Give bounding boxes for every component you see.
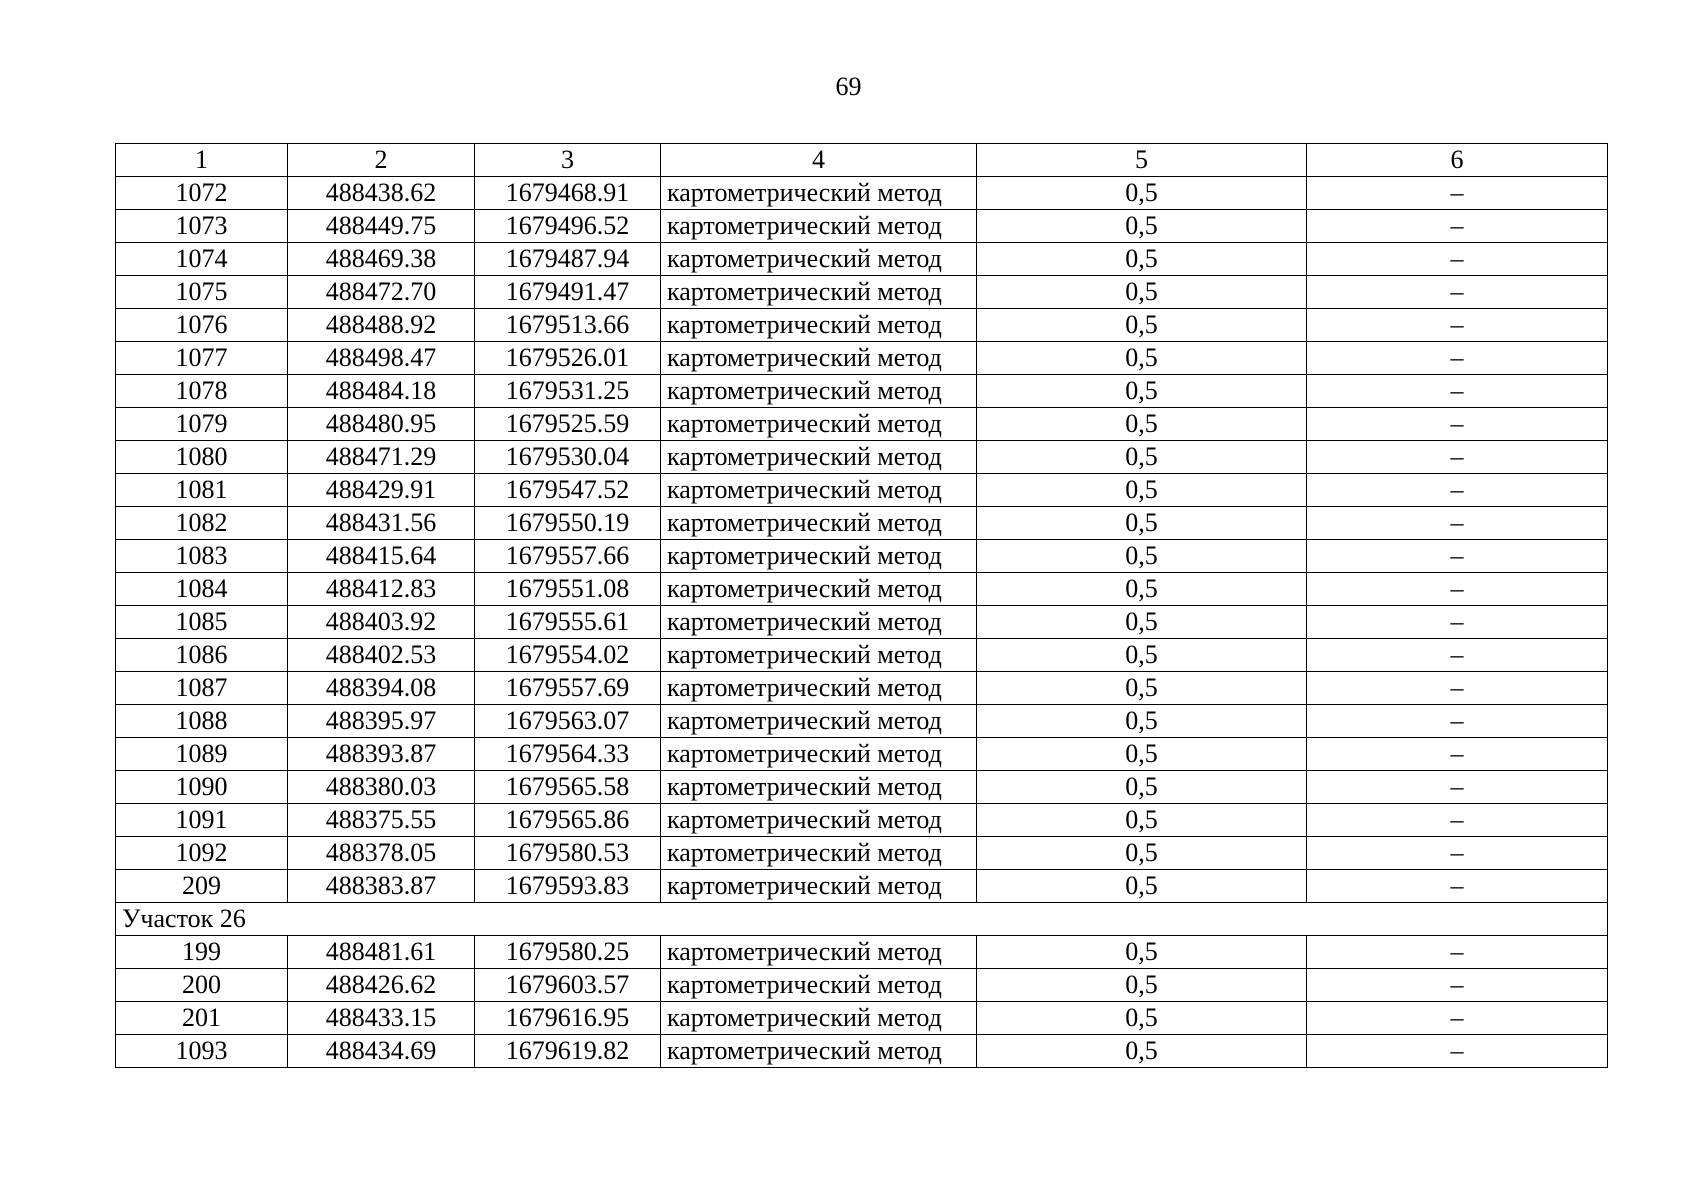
table-row xyxy=(116,837,1608,870)
method-cell: картометрический метод xyxy=(661,243,977,276)
accuracy-cell: 0,5 xyxy=(977,210,1307,243)
x-coordinate-cell: 488415.64 xyxy=(288,540,475,573)
x-coordinate-cell: 488488.92 xyxy=(288,309,475,342)
note-cell: – xyxy=(1307,870,1608,903)
accuracy-cell: 0,5 xyxy=(977,1002,1307,1035)
accuracy-cell: 0,5 xyxy=(977,375,1307,408)
x-coordinate-cell: 488449.75 xyxy=(288,210,475,243)
note-cell: – xyxy=(1307,969,1608,1002)
note-cell: – xyxy=(1307,705,1608,738)
x-coordinate-cell: 488395.97 xyxy=(288,705,475,738)
header-cell: 4 xyxy=(661,144,977,177)
note-cell: – xyxy=(1307,804,1608,837)
note-cell: – xyxy=(1307,177,1608,210)
table-row xyxy=(116,573,1608,606)
point-number-cell: 1079 xyxy=(116,408,288,441)
y-coordinate-cell: 1679580.25 xyxy=(475,936,661,969)
table-row xyxy=(116,639,1608,672)
x-coordinate-cell: 488480.95 xyxy=(288,408,475,441)
table-row xyxy=(116,672,1608,705)
y-coordinate-cell: 1679565.58 xyxy=(475,771,661,804)
table-row xyxy=(116,177,1608,210)
point-number-cell: 1092 xyxy=(116,837,288,870)
note-cell: – xyxy=(1307,276,1608,309)
y-coordinate-cell: 1679557.69 xyxy=(475,672,661,705)
y-coordinate-cell: 1679593.83 xyxy=(475,870,661,903)
point-number-cell: 1072 xyxy=(116,177,288,210)
table-row xyxy=(116,276,1608,309)
table-row xyxy=(116,474,1608,507)
table-row xyxy=(116,606,1608,639)
table-row xyxy=(116,870,1608,903)
x-coordinate-cell: 488383.87 xyxy=(288,870,475,903)
accuracy-cell: 0,5 xyxy=(977,639,1307,672)
accuracy-cell: 0,5 xyxy=(977,771,1307,804)
note-cell: – xyxy=(1307,540,1608,573)
method-cell: картометрический метод xyxy=(661,540,977,573)
method-cell: картометрический метод xyxy=(661,771,977,804)
method-cell: картометрический метод xyxy=(661,705,977,738)
note-cell: – xyxy=(1307,606,1608,639)
y-coordinate-cell: 1679564.33 xyxy=(475,738,661,771)
method-cell: картометрический метод xyxy=(661,573,977,606)
point-number-cell: 1089 xyxy=(116,738,288,771)
x-coordinate-cell: 488375.55 xyxy=(288,804,475,837)
table-row xyxy=(116,441,1608,474)
x-coordinate-cell: 488403.92 xyxy=(288,606,475,639)
note-cell: – xyxy=(1307,243,1608,276)
method-cell: картометрический метод xyxy=(661,474,977,507)
accuracy-cell: 0,5 xyxy=(977,342,1307,375)
method-cell: картометрический метод xyxy=(661,408,977,441)
note-cell: – xyxy=(1307,408,1608,441)
x-coordinate-cell: 488378.05 xyxy=(288,837,475,870)
point-number-cell: 199 xyxy=(116,936,288,969)
note-cell: – xyxy=(1307,474,1608,507)
table-row xyxy=(116,540,1608,573)
accuracy-cell: 0,5 xyxy=(977,1035,1307,1068)
method-cell: картометрический метод xyxy=(661,507,977,540)
x-coordinate-cell: 488433.15 xyxy=(288,1002,475,1035)
note-cell: – xyxy=(1307,210,1608,243)
accuracy-cell: 0,5 xyxy=(977,870,1307,903)
point-number-cell: 1073 xyxy=(116,210,288,243)
accuracy-cell: 0,5 xyxy=(977,309,1307,342)
method-cell: картометрический метод xyxy=(661,1035,977,1068)
accuracy-cell: 0,5 xyxy=(977,573,1307,606)
method-cell: картометрический метод xyxy=(661,804,977,837)
y-coordinate-cell: 1679554.02 xyxy=(475,639,661,672)
y-coordinate-cell: 1679580.53 xyxy=(475,837,661,870)
accuracy-cell: 0,5 xyxy=(977,276,1307,309)
accuracy-cell: 0,5 xyxy=(977,243,1307,276)
y-coordinate-cell: 1679531.25 xyxy=(475,375,661,408)
y-coordinate-cell: 1679491.47 xyxy=(475,276,661,309)
point-number-cell: 1088 xyxy=(116,705,288,738)
note-cell: – xyxy=(1307,1035,1608,1068)
y-coordinate-cell: 1679468.91 xyxy=(475,177,661,210)
point-number-cell: 1084 xyxy=(116,573,288,606)
table-row xyxy=(116,210,1608,243)
section-label: Участок 26 xyxy=(116,903,1608,936)
header-cell: 1 xyxy=(116,144,288,177)
table-row xyxy=(116,705,1608,738)
method-cell: картометрический метод xyxy=(661,837,977,870)
accuracy-cell: 0,5 xyxy=(977,177,1307,210)
table-row xyxy=(116,1035,1608,1068)
page-number: 69 xyxy=(835,72,862,101)
x-coordinate-cell: 488471.29 xyxy=(288,441,475,474)
accuracy-cell: 0,5 xyxy=(977,672,1307,705)
accuracy-cell: 0,5 xyxy=(977,804,1307,837)
point-number-cell: 1074 xyxy=(116,243,288,276)
method-cell: картометрический метод xyxy=(661,309,977,342)
table-body xyxy=(116,144,1608,1068)
point-number-cell: 1087 xyxy=(116,672,288,705)
method-cell: картометрический метод xyxy=(661,870,977,903)
y-coordinate-cell: 1679616.95 xyxy=(475,1002,661,1035)
method-cell: картометрический метод xyxy=(661,276,977,309)
x-coordinate-cell: 488402.53 xyxy=(288,639,475,672)
point-number-cell: 1086 xyxy=(116,639,288,672)
table-row xyxy=(116,507,1608,540)
y-coordinate-cell: 1679526.01 xyxy=(475,342,661,375)
table-row xyxy=(116,243,1608,276)
y-coordinate-cell: 1679619.82 xyxy=(475,1035,661,1068)
section-row xyxy=(116,903,1608,936)
header-cell: 3 xyxy=(475,144,661,177)
y-coordinate-cell: 1679603.57 xyxy=(475,969,661,1002)
point-number-cell: 1078 xyxy=(116,375,288,408)
coordinates-table xyxy=(115,143,1608,1068)
method-cell: картометрический метод xyxy=(661,969,977,1002)
method-cell: картометрический метод xyxy=(661,177,977,210)
method-cell: картометрический метод xyxy=(661,738,977,771)
header-cell: 5 xyxy=(977,144,1307,177)
note-cell: – xyxy=(1307,309,1608,342)
note-cell: – xyxy=(1307,573,1608,606)
note-cell: – xyxy=(1307,639,1608,672)
method-cell: картометрический метод xyxy=(661,210,977,243)
accuracy-cell: 0,5 xyxy=(977,606,1307,639)
point-number-cell: 1082 xyxy=(116,507,288,540)
y-coordinate-cell: 1679557.66 xyxy=(475,540,661,573)
y-coordinate-cell: 1679565.86 xyxy=(475,804,661,837)
method-cell: картометрический метод xyxy=(661,936,977,969)
x-coordinate-cell: 488431.56 xyxy=(288,507,475,540)
accuracy-cell: 0,5 xyxy=(977,969,1307,1002)
method-cell: картометрический метод xyxy=(661,1002,977,1035)
note-cell: – xyxy=(1307,1002,1608,1035)
y-coordinate-cell: 1679496.52 xyxy=(475,210,661,243)
table-row xyxy=(116,771,1608,804)
note-cell: – xyxy=(1307,375,1608,408)
x-coordinate-cell: 488481.61 xyxy=(288,936,475,969)
point-number-cell: 1076 xyxy=(116,309,288,342)
note-cell: – xyxy=(1307,342,1608,375)
point-number-cell: 200 xyxy=(116,969,288,1002)
note-cell: – xyxy=(1307,507,1608,540)
y-coordinate-cell: 1679513.66 xyxy=(475,309,661,342)
y-coordinate-cell: 1679487.94 xyxy=(475,243,661,276)
table-header-row xyxy=(116,144,1608,177)
point-number-cell: 1077 xyxy=(116,342,288,375)
x-coordinate-cell: 488469.38 xyxy=(288,243,475,276)
note-cell: – xyxy=(1307,738,1608,771)
point-number-cell: 1083 xyxy=(116,540,288,573)
accuracy-cell: 0,5 xyxy=(977,408,1307,441)
x-coordinate-cell: 488426.62 xyxy=(288,969,475,1002)
table-row xyxy=(116,342,1608,375)
accuracy-cell: 0,5 xyxy=(977,474,1307,507)
method-cell: картометрический метод xyxy=(661,606,977,639)
x-coordinate-cell: 488393.87 xyxy=(288,738,475,771)
table-row xyxy=(116,1002,1608,1035)
note-cell: – xyxy=(1307,771,1608,804)
point-number-cell: 1091 xyxy=(116,804,288,837)
point-number-cell: 1075 xyxy=(116,276,288,309)
method-cell: картометрический метод xyxy=(661,375,977,408)
x-coordinate-cell: 488394.08 xyxy=(288,672,475,705)
note-cell: – xyxy=(1307,672,1608,705)
x-coordinate-cell: 488498.47 xyxy=(288,342,475,375)
y-coordinate-cell: 1679555.61 xyxy=(475,606,661,639)
method-cell: картометрический метод xyxy=(661,441,977,474)
point-number-cell: 1093 xyxy=(116,1035,288,1068)
y-coordinate-cell: 1679563.07 xyxy=(475,705,661,738)
table-row xyxy=(116,936,1608,969)
x-coordinate-cell: 488429.91 xyxy=(288,474,475,507)
header-cell: 2 xyxy=(288,144,475,177)
y-coordinate-cell: 1679530.04 xyxy=(475,441,661,474)
header-cell: 6 xyxy=(1307,144,1608,177)
accuracy-cell: 0,5 xyxy=(977,441,1307,474)
point-number-cell: 1090 xyxy=(116,771,288,804)
y-coordinate-cell: 1679550.19 xyxy=(475,507,661,540)
point-number-cell: 1081 xyxy=(116,474,288,507)
table-row xyxy=(116,738,1608,771)
accuracy-cell: 0,5 xyxy=(977,705,1307,738)
x-coordinate-cell: 488412.83 xyxy=(288,573,475,606)
method-cell: картометрический метод xyxy=(661,342,977,375)
x-coordinate-cell: 488438.62 xyxy=(288,177,475,210)
point-number-cell: 209 xyxy=(116,870,288,903)
note-cell: – xyxy=(1307,936,1608,969)
accuracy-cell: 0,5 xyxy=(977,936,1307,969)
accuracy-cell: 0,5 xyxy=(977,540,1307,573)
y-coordinate-cell: 1679547.52 xyxy=(475,474,661,507)
accuracy-cell: 0,5 xyxy=(977,738,1307,771)
table-row xyxy=(116,375,1608,408)
table-row xyxy=(116,309,1608,342)
table-row xyxy=(116,408,1608,441)
point-number-cell: 1080 xyxy=(116,441,288,474)
accuracy-cell: 0,5 xyxy=(977,507,1307,540)
y-coordinate-cell: 1679551.08 xyxy=(475,573,661,606)
table-row xyxy=(116,804,1608,837)
y-coordinate-cell: 1679525.59 xyxy=(475,408,661,441)
method-cell: картометрический метод xyxy=(661,639,977,672)
point-number-cell: 201 xyxy=(116,1002,288,1035)
method-cell: картометрический метод xyxy=(661,672,977,705)
x-coordinate-cell: 488434.69 xyxy=(288,1035,475,1068)
accuracy-cell: 0,5 xyxy=(977,837,1307,870)
x-coordinate-cell: 488484.18 xyxy=(288,375,475,408)
table-row xyxy=(116,969,1608,1002)
x-coordinate-cell: 488472.70 xyxy=(288,276,475,309)
note-cell: – xyxy=(1307,441,1608,474)
note-cell: – xyxy=(1307,837,1608,870)
point-number-cell: 1085 xyxy=(116,606,288,639)
x-coordinate-cell: 488380.03 xyxy=(288,771,475,804)
